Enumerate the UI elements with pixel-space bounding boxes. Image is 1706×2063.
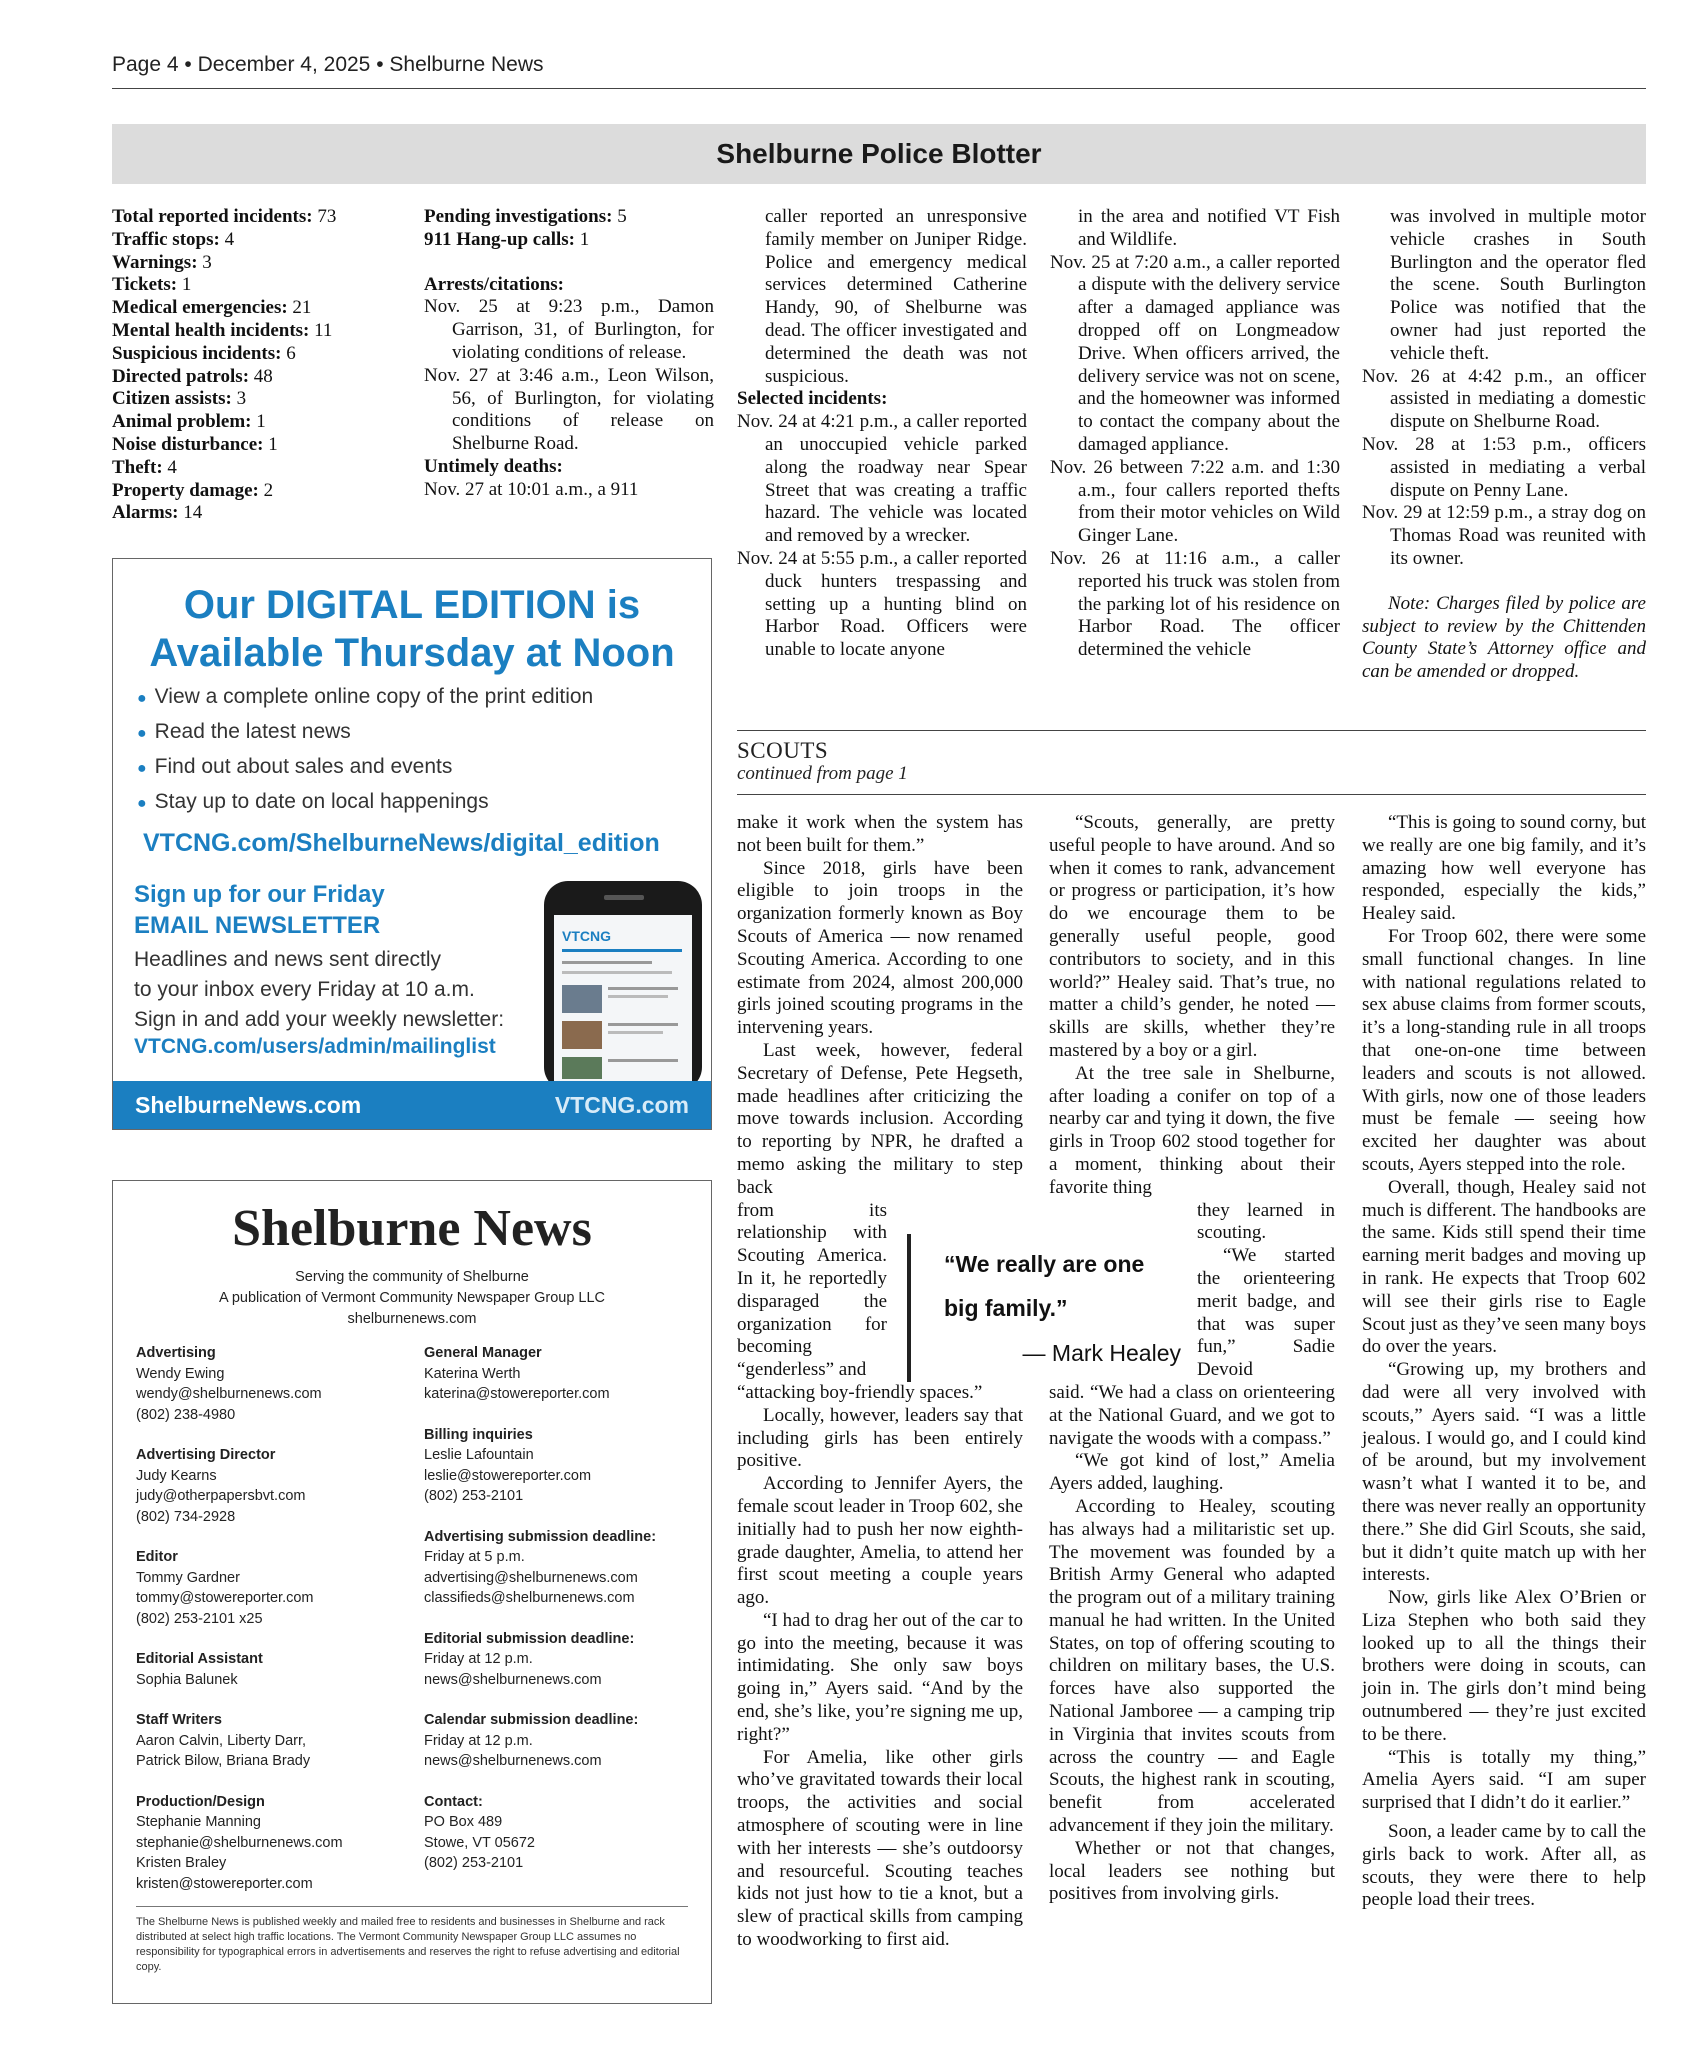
incident-entry: Nov. 24 at 4:21 p.m., a caller reported an unoccupied vehicle parked along the roadway near Spear Street that was creating a traffic hazard. The vehicle was located and removed by a wrecker. (737, 411, 1027, 547)
staff-list-left (136, 1343, 406, 1914)
staff-entry: Advertising Director Judy Kearns judy@otherpapersbvt.com (802) 734-2928 (136, 1447, 306, 1525)
incident-entry: Nov. 24 at 5:55 p.m., a caller reported duck hunters trespassing and setting up a hunting blind on Harbor Road. Officers were unable to locate anyone (737, 547, 1027, 661)
page-number: Page 4 (112, 53, 179, 76)
article-paragraph: Whether or not that changes, local leaders see nothing but positives from involving girls. (1049, 1837, 1335, 1905)
incident-entry-continued: in the area and notified VT Fish and Wildlife. (1078, 206, 1340, 250)
blotter-stat: Tickets: 1 (112, 274, 192, 296)
arrests-heading: Arrests/citations: (424, 273, 565, 295)
article-paragraph: Soon, a leader came by to call the girls back to work. After all, as scouts, they were there to help people load their trees. (1362, 1821, 1646, 1911)
blotter-stat: Mental health incidents: 11 (112, 319, 333, 341)
incident-entry: Nov. 25 at 7:20 a.m., a caller reported a dispute with the delivery service after a damaged appliance was dropped off on Longmeadow Drive. When officers arrived, the delivery service was not on scene, and the homeowner was informed to contact the company about the damaged appliance. (1050, 251, 1340, 455)
article-paragraph: they learned in scouting. (1197, 1199, 1335, 1244)
article-paragraph: “We started the orienteering merit badge, and that was super fun,” Sadie Devoid (1197, 1245, 1335, 1381)
ad-bullet: ● Read the latest news (137, 720, 351, 743)
masthead-tagline: Serving the community of Shelburne (295, 1269, 529, 1285)
blotter-stat: Alarms: 14 (112, 502, 203, 524)
incident-entry-continued: was involved in multiple motor vehicle crashes in South Burlington and the operator fled the scene. South Burlington Police was notified that the owner had just reported the vehicle theft. (1390, 206, 1646, 364)
masthead-divider (136, 1906, 688, 1907)
newsletter-signup-link[interactable]: VTCNG.com/users/admin/mailinglist (134, 1035, 496, 1058)
article-paragraph: Last week, however, federal Secretary of Defense, Pete Hegseth, made headlines after criticizing the move towards inclusion. According to reporting by NPR, he drafted a memo asking the military to step back (737, 1039, 1023, 1198)
pull-quote-text: “We really are one big family.” (944, 1251, 1145, 1321)
ad-title: Our DIGITAL EDITION is Available Thursday at Noon (149, 583, 675, 675)
blotter-stat: Noise disturbance: 1 (112, 433, 278, 455)
ad-bullet: ● Find out about sales and events (137, 755, 453, 778)
article-paragraph: Since 2018, girls have been eligible to join troops in the organization formerly known as Boy Scouts of America — now renamed Scouting America. According to one estimate from 2024, almost 200,000 girls joined scouting programs in the intervening years. (737, 857, 1023, 1039)
staff-entry: Calendar submission deadline: Friday at 12 p.m. news@shelburnenews.com (424, 1712, 639, 1769)
article-paragraph: “Scouts, generally, are pretty useful people to have around. And so when it comes to rank, advancement or progress or participation, it’s how do we encourage them to be generally useful people, good contributors to society, and in this world?” Healey said. That’s true, no matter a child’s gender, he noted — skills are skills, whether they’re mastered by a boy or a girl. (1049, 812, 1335, 1061)
masthead-publisher: A publication of Vermont Community Newspaper Group LLC (218, 1290, 606, 1306)
staff-entry: Production/Design Stephanie Manning stephanie@shelburnenews.com Kristen Braley kristen@stowereporter.com (136, 1793, 343, 1892)
article-paragraph: Locally, however, leaders say that including girls has been entirely positive. (737, 1404, 1023, 1472)
article-paragraph: “This is totally my thing,” Amelia Ayers said. “I am super surprised that I didn’t do it earlier.” (1362, 1746, 1646, 1814)
shelburne-news-link[interactable]: ShelburneNews.com (135, 1092, 362, 1118)
selected-incidents-heading: Selected incidents: (737, 388, 888, 410)
staff-entry: Staff Writers Aaron Calvin, Liberty Darr, Patrick Bilow, Briana Brady (136, 1712, 311, 1769)
blotter-column-3 (737, 206, 1027, 662)
blotter-stat: Directed patrols: 48 (112, 365, 273, 387)
blotter-stat: Citizen assists: 3 (112, 388, 247, 410)
digital-edition-link[interactable]: VTCNG.com/ShelburneNews/digital_edition (143, 829, 660, 857)
article-paragraph: According to Healey, scouting has always had a militaristic set up. The movement was founded by a British Army General who adapted the program out of a military training manual he had written. In the United States, on top of offering scouting to children on military bases, the U.S. forces have also supported the National Jamboree — a camping trip in Virginia that invites scouts from across the country — and Eagle Scouts, the highest rank in scouting, benefit from accelerated advancement if they join the military. (1049, 1495, 1335, 1837)
incident-entry: Nov. 28 at 1:53 p.m., officers assisted in mediating a verbal dispute on Penny Lane. (1362, 433, 1646, 501)
staff-entry: Advertising submission deadline: Friday at 5 p.m. advertising@shelburnenews.com classifieds@shelburnenews.com (424, 1528, 657, 1606)
staff-entry: Billing inquiries Leslie Lafountain leslie@stowereporter.com (802) 253-2101 (424, 1426, 592, 1504)
scouts-column-3 (1362, 812, 1646, 1912)
issue-date: December 4, 2025 (197, 53, 371, 76)
article-paragraph: “attacking boy-friendly spaces.” (737, 1381, 983, 1403)
masthead-box (112, 1180, 712, 2004)
arrest-entry: Nov. 27 at 3:46 a.m., Leon Wilson, 56, of Burlington, for violating conditions of release on Shelburne Road. (424, 364, 714, 455)
pull-quote (907, 1234, 1181, 1382)
blotter-stat: Property damage: 2 (112, 479, 274, 501)
blotter-column-4 (1050, 206, 1340, 662)
article-paragraph: Overall, though, Healey said not much is different. The handbooks are the same. Kids still spend their time earning merit badges and moving up in rank. He expects that Troop 602 will see their girls rise to Eagle Scout just as they’ve seen many boys do over the years. (1362, 1176, 1646, 1358)
publication-name: Shelburne News (389, 53, 544, 76)
blotter-stat: Warnings: 3 (112, 251, 212, 273)
svg-text:VTCNG: VTCNG (562, 928, 611, 944)
article-paragraph: make it work when the system has not been built for them.” (737, 812, 1023, 856)
scouts-section-label: SCOUTS (737, 738, 829, 763)
blotter-stat: Theft: 4 (112, 456, 177, 478)
blotter-stat: 911 Hang-up calls: 1 (424, 228, 590, 250)
digital-edition-ad[interactable] (112, 558, 712, 1130)
article-paragraph: For Amelia, like other girls who’ve gravitated towards their local troops, the activities and social atmosphere of scouting were in line with her interests — she’s outdoorsy and resourceful. Scouting teaches kids not just how to tie a knot, but a slew of practical skills from camping to woodworking to first aid. (737, 1746, 1023, 1951)
scouts-top-rule (737, 730, 1646, 731)
masthead-website: shelburnenews.com (347, 1311, 477, 1327)
staff-entry: Advertising Wendy Ewing wendy@shelburnenews.com (802) 238-4980 (136, 1345, 322, 1423)
ad-bullet: ● View a complete online copy of the print edition (137, 685, 594, 708)
staff-entry: Editorial Assistant Sophia Balunek (136, 1651, 263, 1688)
blotter-stat: Animal problem: 1 (112, 411, 266, 433)
blotter-column-2 (424, 206, 714, 502)
ad-bullet-list (137, 685, 593, 825)
pull-quote-attribution: — Mark Healey (1022, 1340, 1181, 1366)
blotter-stat: Medical emergencies: 21 (112, 297, 312, 319)
blotter-title: Shelburne Police Blotter (112, 124, 1646, 184)
staff-entry: Editor Tommy Gardner tommy@stowereporter.com (802) 253-2101 x25 (136, 1549, 314, 1627)
blotter-column-5 (1362, 206, 1646, 684)
page-header: Page 4 • December 4, 2025 • Shelburne News (112, 50, 1646, 89)
masthead-title: Shelburne News (232, 1200, 592, 1257)
vtcng-link[interactable]: VTCNG.com (554, 1092, 689, 1118)
blotter-stat: Total reported incidents: 73 (112, 206, 337, 227)
continued-line: continued from page 1 (737, 763, 908, 784)
blotter-stat: Suspicious incidents: 6 (112, 342, 296, 364)
article-paragraph: “This is going to sound corny, but we really are one big family, and it’s amazing how well everyone has responded, especially the kids,” Healey said. (1362, 812, 1646, 925)
article-paragraph: said. “We had a class on orienteering at the National Guard, and we got to navigate the woods with a compass.” (1049, 1381, 1335, 1449)
ad-bullet: ● Stay up to date on local happenings (137, 790, 489, 813)
incident-entry: Nov. 26 at 4:42 p.m., an officer assisted in mediating a domestic dispute on Shelburne Road. (1362, 365, 1646, 433)
ad-footer (113, 1081, 711, 1129)
article-paragraph: Now, girls like Alex O’Brien or Liza Stephen who both said they looked up to all the things their brothers were doing in scouts, can join in. The girls don’t mind being outnumbered — they’re just excited to be there. (1362, 1587, 1646, 1745)
deaths-heading: Untimely deaths: (424, 455, 563, 477)
staff-entry: Editorial submission deadline: Friday at 12 p.m. news@shelburnenews.com (424, 1630, 635, 1688)
blotter-stat: Pending investigations: 5 (424, 206, 627, 227)
article-paragraph: “I had to drag her out of the car to go into the meeting, because it was intimidating. She only saw boys going in,” Ayers said. “And by the end, she’s like, you’re signing me up, right?” (737, 1609, 1023, 1745)
staff-list-right (424, 1343, 694, 1894)
newsletter-description: Headlines and news sent directly to your inbox every Friday at 10 a.m. Sign in and add your weekly newsletter: (134, 948, 505, 1031)
article-paragraph: According to Jennifer Ayers, the female scout leader in Troop 602, she initially had to push her now eighth-grade daughter, Amelia, to attend her first scout meeting a couple years ago. (737, 1473, 1023, 1609)
staff-entry: General Manager Katerina Werth katerina@stowereporter.com (424, 1345, 610, 1402)
blotter-stats-column (112, 206, 412, 525)
article-paragraph: At the tree sale in Shelburne, after loading a conifer on top of a nearby car and tying it down, the five girls in Troop 602 stood together for a moment, thinking about their favorite thing (1049, 1062, 1335, 1198)
arrest-entry: Nov. 25 at 9:23 p.m., Damon Garrison, 31, of Burlington, for violating conditions of release. (424, 296, 714, 363)
blotter-stat: Traffic stops: 4 (112, 228, 235, 250)
masthead-disclaimer: The Shelburne News is published weekly and mailed free to residents and businesses in Shelburne and rack distributed at select high traffic locations. The Vermont Community Newspaper Group LLC assumes no responsibility for typographical errors in advertisements and reserves the right to refuse advertising and editorial copy. (136, 1916, 680, 1973)
scouts-bottom-rule (737, 794, 1646, 795)
staff-entry: Contact: PO Box 489 Stowe, VT 05672 (802) 253-2101 (424, 1793, 535, 1871)
incident-entry: Nov. 29 at 12:59 p.m., a stray dog on Thomas Road was reunited with its owner. (1362, 502, 1646, 569)
article-paragraph: from its relationship with Scouting America. In it, he reportedly disparaged the organization for becoming “genderless” and (737, 1199, 887, 1381)
charges-note: Note: Charges filed by police are subject to review by the Chittenden County State’s Attorney office and can be amended or dropped. (1362, 592, 1646, 683)
article-paragraph: “We got kind of lost,” Amelia Ayers added, laughing. (1049, 1450, 1335, 1495)
article-paragraph: For Troop 602, there were some small functional changes. In line with national regulations related to sex abuse claims from former scouts, it’s a long-standing rule in all troops that one-on-one time between leaders and scouts is not allowed. With girls, now one of those leaders must be female — seeing how excited her daughter was about scouts, Ayers stepped into the role. (1362, 925, 1646, 1175)
phone-icon (538, 875, 708, 1085)
incident-entry: Nov. 26 between 7:22 a.m. and 1:30 a.m., four callers reported thefts from their motor vehicles on Wild Ginger Lane. (1050, 456, 1340, 547)
deaths-entry-start: Nov. 27 at 10:01 a.m., a 911 (424, 478, 639, 500)
article-paragraph: “Growing up, my brothers and dad were all very involved with scouts,” Ayers said. “I was a little jealous. I would go, and I could kind of be around, but my involvement wasn’t what I wanted it to be, and there was never really an opportunity there.” She did Girl Scouts, she said, but it didn’t quite match up with her interests. (1362, 1359, 1646, 1586)
deaths-entry-continued: caller reported an unresponsive family member on Juniper Ridge. Police and emergency medical services determined Catherine Handy, 90, of Shelburne was dead. The officer investigated and determined the death was not suspicious. (765, 206, 1027, 387)
incident-entry: Nov. 26 at 11:16 a.m., a caller reported his truck was stolen from the parking lot of his residence on Harbor Road. The officer determined the vehicle (1050, 547, 1340, 661)
newsletter-title: Sign up for our Friday EMAIL NEWSLETTER (134, 881, 385, 939)
